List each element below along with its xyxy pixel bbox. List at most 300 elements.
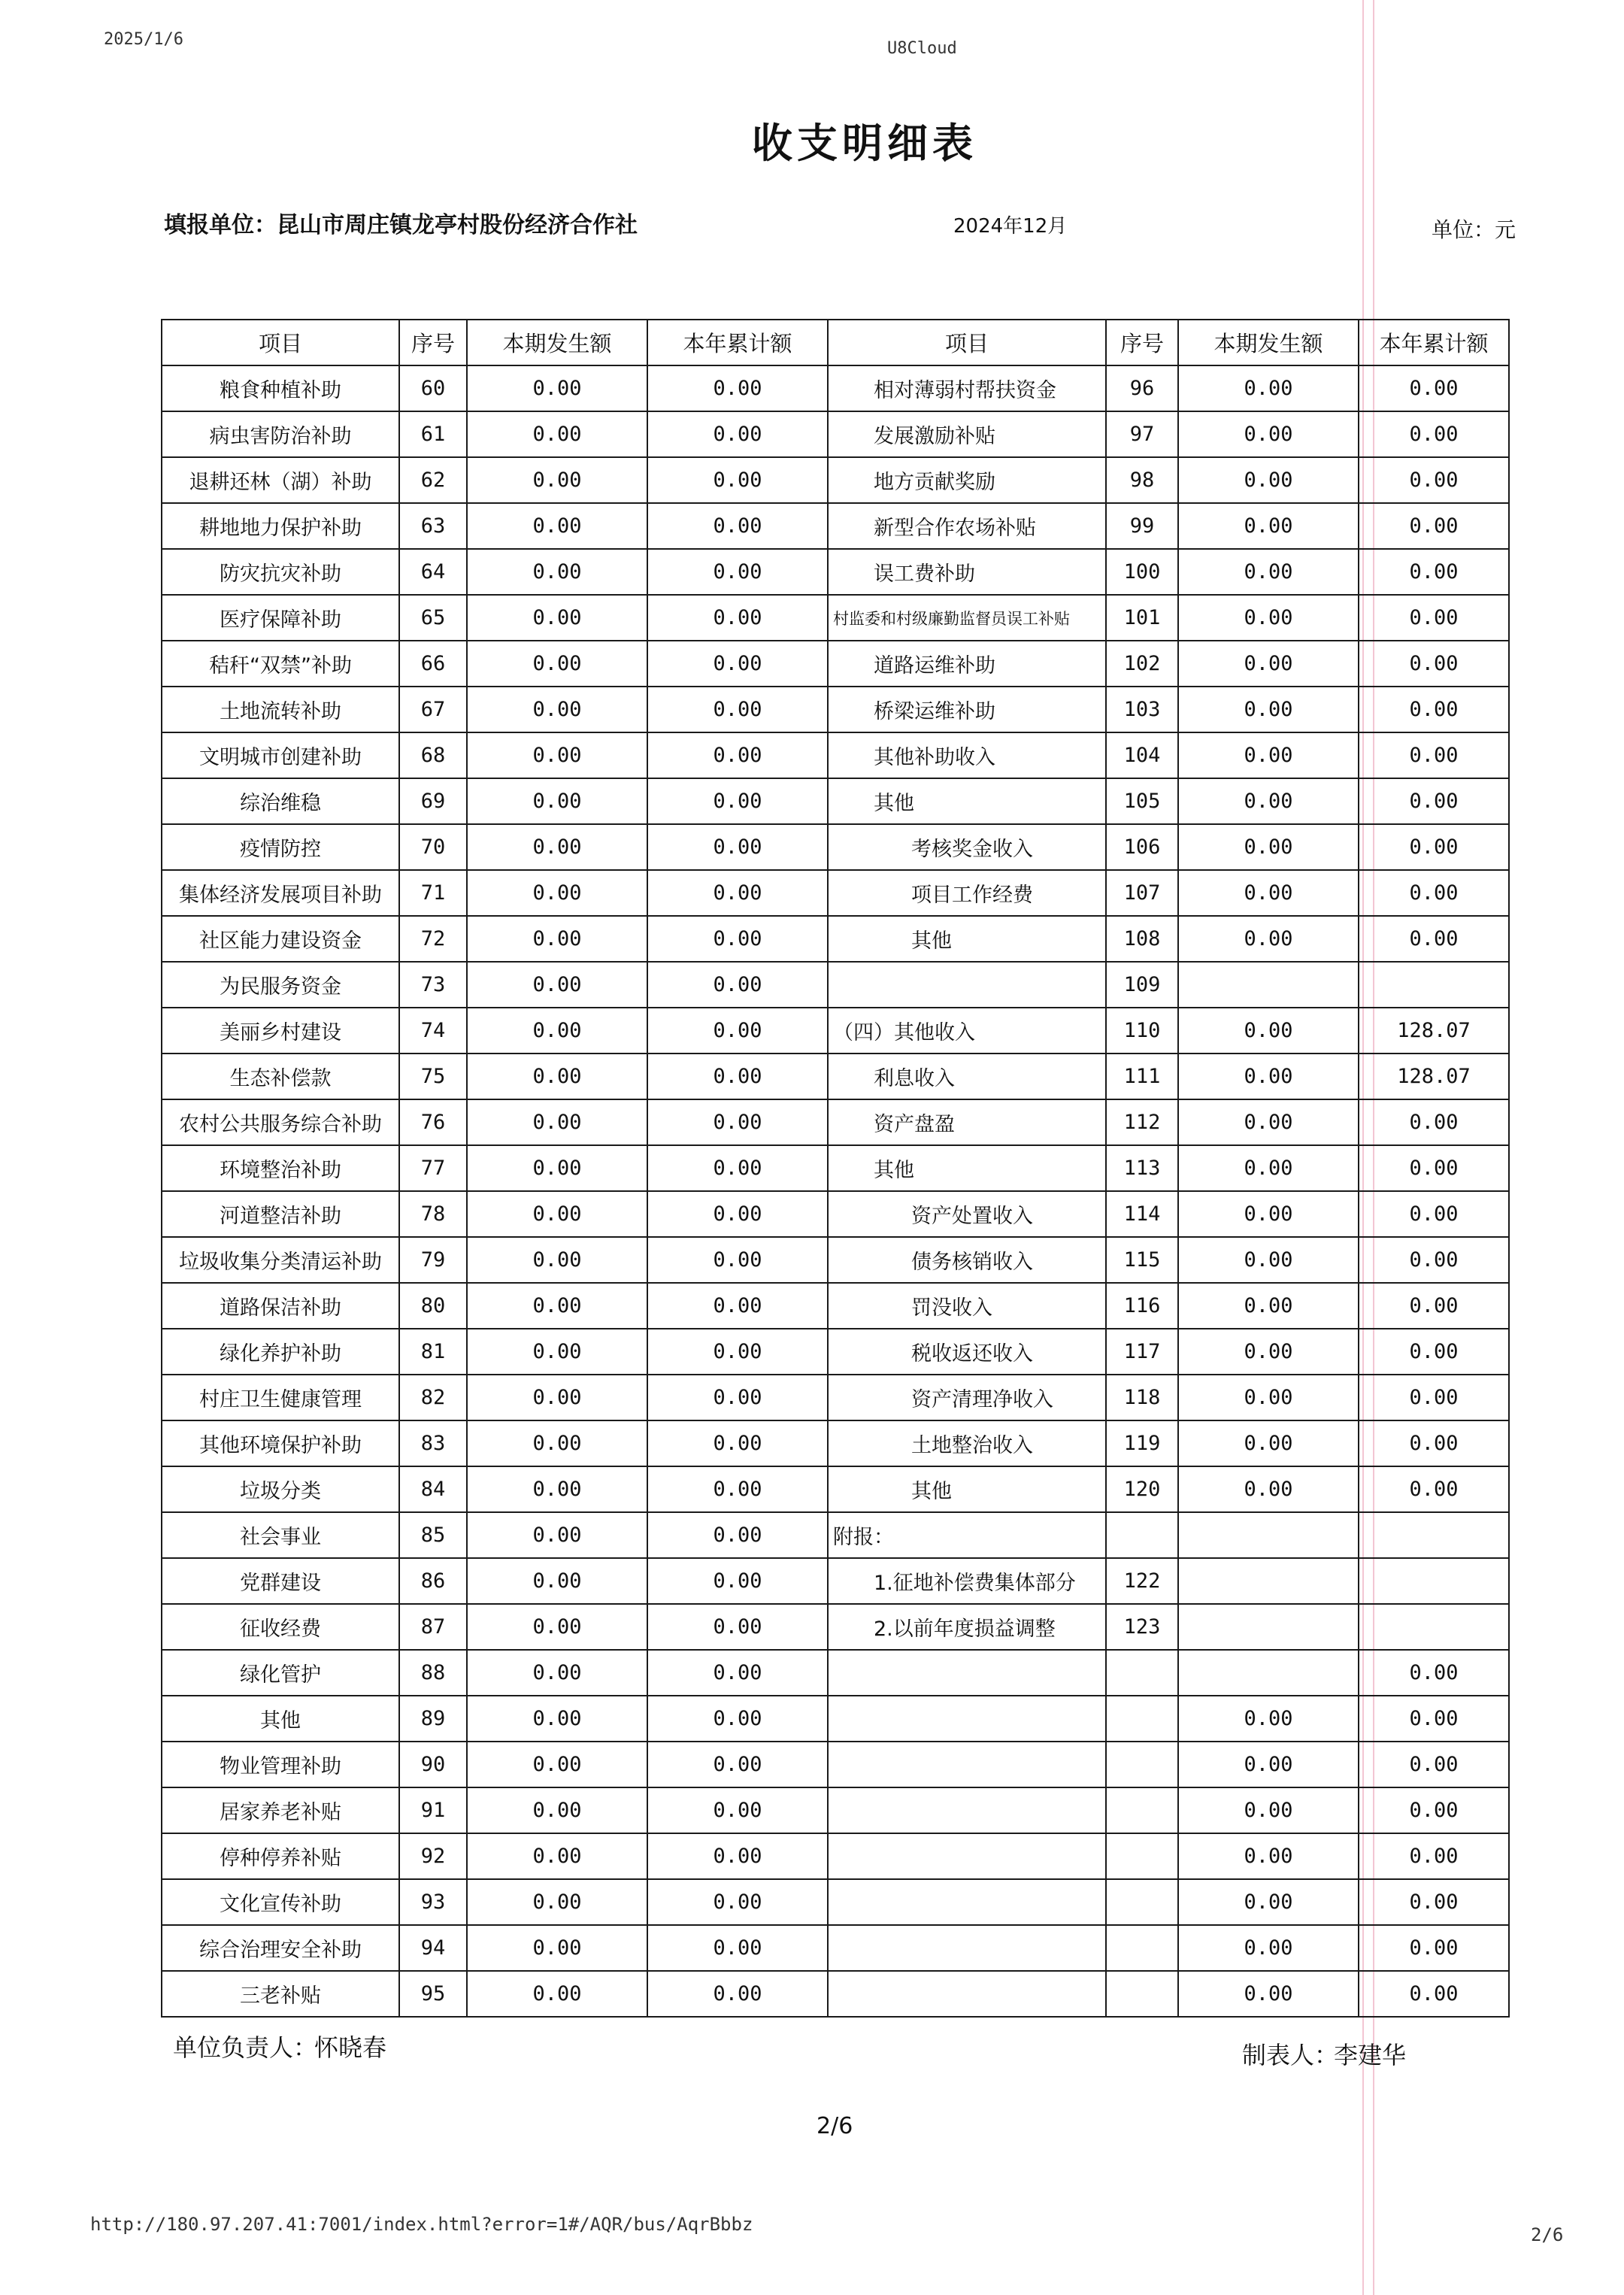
table-row xyxy=(162,1512,1509,1558)
left-current-amount: 0.00 xyxy=(467,1833,647,1879)
right-ytd-amount: 128.07 xyxy=(1359,1054,1509,1099)
left-item-cell: 综合治理安全补助 xyxy=(162,1925,399,1971)
right-current-amount: 0.00 xyxy=(1178,1329,1359,1375)
left-item-cell: 三老补贴 xyxy=(162,1971,399,2017)
table-row xyxy=(162,824,1509,870)
right-current-amount: 0.00 xyxy=(1178,1971,1359,2017)
table-row xyxy=(162,503,1509,549)
right-item-cell: 税收返还收入 xyxy=(828,1329,1106,1375)
left-item-cell: 绿化养护补助 xyxy=(162,1329,399,1375)
left-current-amount: 0.00 xyxy=(467,1558,647,1604)
table-row xyxy=(162,1466,1509,1512)
right-item-cell: 发展激励补贴 xyxy=(828,411,1106,457)
left-current-amount: 0.00 xyxy=(467,1375,647,1420)
left-item-cell: 防灾抗灾补助 xyxy=(162,549,399,595)
right-current-amount: 0.00 xyxy=(1178,1145,1359,1191)
right-item-cell: 误工费补助 xyxy=(828,549,1106,595)
left-number-cell: 64 xyxy=(399,549,467,595)
left-ytd-amount: 0.00 xyxy=(647,1742,828,1787)
left-item-cell: 医疗保障补助 xyxy=(162,595,399,641)
left-number-cell: 91 xyxy=(399,1787,467,1833)
right-item-cell xyxy=(828,1696,1106,1742)
col-header-item: 项目 xyxy=(162,320,399,365)
right-number-cell: 118 xyxy=(1106,1375,1178,1420)
right-number-cell xyxy=(1106,1696,1178,1742)
col-header-current: 本期发生额 xyxy=(467,320,647,365)
left-item-cell: 疫情防控 xyxy=(162,824,399,870)
table-row xyxy=(162,1833,1509,1879)
left-current-amount: 0.00 xyxy=(467,1008,647,1054)
left-ytd-amount: 0.00 xyxy=(647,1237,828,1283)
right-ytd-amount xyxy=(1359,1558,1509,1604)
right-item-cell xyxy=(828,1650,1106,1696)
left-item-cell: 垃圾分类 xyxy=(162,1466,399,1512)
table-row xyxy=(162,1925,1509,1971)
left-ytd-amount: 0.00 xyxy=(647,1420,828,1466)
left-current-amount: 0.00 xyxy=(467,365,647,411)
left-number-cell: 70 xyxy=(399,824,467,870)
left-item-cell: 耕地地力保护补助 xyxy=(162,503,399,549)
left-current-amount: 0.00 xyxy=(467,1191,647,1237)
left-item-cell: 河道整洁补助 xyxy=(162,1191,399,1237)
table-row xyxy=(162,1237,1509,1283)
right-ytd-amount: 0.00 xyxy=(1359,549,1509,595)
left-ytd-amount: 0.00 xyxy=(647,457,828,503)
left-number-cell: 73 xyxy=(399,962,467,1008)
col-header-no: 序号 xyxy=(1106,320,1178,365)
right-ytd-amount: 0.00 xyxy=(1359,1787,1509,1833)
right-current-amount: 0.00 xyxy=(1178,549,1359,595)
left-number-cell: 60 xyxy=(399,365,467,411)
left-item-cell: 为民服务资金 xyxy=(162,962,399,1008)
right-item-cell: 土地整治收入 xyxy=(828,1420,1106,1466)
left-number-cell: 77 xyxy=(399,1145,467,1191)
preparer-label: 制表人： xyxy=(1242,2041,1339,2069)
right-current-amount: 0.00 xyxy=(1178,1099,1359,1145)
right-ytd-amount: 0.00 xyxy=(1359,778,1509,824)
left-number-cell: 76 xyxy=(399,1099,467,1145)
left-ytd-amount: 0.00 xyxy=(647,365,828,411)
left-number-cell: 63 xyxy=(399,503,467,549)
left-current-amount: 0.00 xyxy=(467,916,647,962)
left-ytd-amount: 0.00 xyxy=(647,778,828,824)
table-row xyxy=(162,1375,1509,1420)
col-header-current: 本期发生额 xyxy=(1178,320,1359,365)
left-ytd-amount: 0.00 xyxy=(647,824,828,870)
right-item-cell: 其他 xyxy=(828,778,1106,824)
right-ytd-amount: 0.00 xyxy=(1359,411,1509,457)
left-ytd-amount: 0.00 xyxy=(647,595,828,641)
right-item-cell xyxy=(828,1833,1106,1879)
right-number-cell xyxy=(1106,1971,1178,2017)
left-current-amount: 0.00 xyxy=(467,1787,647,1833)
left-ytd-amount: 0.00 xyxy=(647,411,828,457)
left-ytd-amount: 0.00 xyxy=(647,1879,828,1925)
table-row xyxy=(162,1696,1509,1742)
preparer-name: 李建华 xyxy=(1334,2041,1407,2069)
print-date: 2025/1/6 xyxy=(104,30,183,49)
left-current-amount: 0.00 xyxy=(467,1054,647,1099)
table-row xyxy=(162,411,1509,457)
right-number-cell: 103 xyxy=(1106,687,1178,732)
right-item-cell: 地方贡献奖励 xyxy=(828,457,1106,503)
right-item-cell: 罚没收入 xyxy=(828,1283,1106,1329)
leader-name: 怀晓春 xyxy=(314,2033,387,2062)
currency-unit: 单位：元 xyxy=(1432,217,1516,242)
left-number-cell: 87 xyxy=(399,1604,467,1650)
left-item-cell: 停种停养补贴 xyxy=(162,1833,399,1879)
right-item-cell xyxy=(828,1787,1106,1833)
left-number-cell: 74 xyxy=(399,1008,467,1054)
right-current-amount: 0.00 xyxy=(1178,595,1359,641)
left-item-cell: 土地流转补助 xyxy=(162,687,399,732)
left-ytd-amount: 0.00 xyxy=(647,549,828,595)
right-number-cell xyxy=(1106,1833,1178,1879)
right-ytd-amount: 0.00 xyxy=(1359,1696,1509,1742)
left-ytd-amount: 0.00 xyxy=(647,1466,828,1512)
left-ytd-amount: 0.00 xyxy=(647,916,828,962)
left-current-amount: 0.00 xyxy=(467,870,647,916)
left-ytd-amount: 0.00 xyxy=(647,1375,828,1420)
right-ytd-amount: 0.00 xyxy=(1359,1375,1509,1420)
left-item-cell: 党群建设 xyxy=(162,1558,399,1604)
right-item-cell: 2.以前年度损益调整 xyxy=(828,1604,1106,1650)
table-row xyxy=(162,687,1509,732)
left-item-cell: 生态补偿款 xyxy=(162,1054,399,1099)
right-item-cell: 项目工作经费 xyxy=(828,870,1106,916)
right-current-amount: 0.00 xyxy=(1178,1879,1359,1925)
left-number-cell: 85 xyxy=(399,1512,467,1558)
right-ytd-amount: 0.00 xyxy=(1359,824,1509,870)
col-header-no: 序号 xyxy=(399,320,467,365)
left-number-cell: 89 xyxy=(399,1696,467,1742)
left-current-amount: 0.00 xyxy=(467,1971,647,2017)
left-item-cell: 村庄卫生健康管理 xyxy=(162,1375,399,1420)
right-item-cell xyxy=(828,1925,1106,1971)
left-current-amount: 0.00 xyxy=(467,1512,647,1558)
right-ytd-amount: 0.00 xyxy=(1359,595,1509,641)
left-item-cell: 道路保洁补助 xyxy=(162,1283,399,1329)
right-current-amount: 0.00 xyxy=(1178,778,1359,824)
left-item-cell: 粮食种植补助 xyxy=(162,365,399,411)
right-ytd-amount: 0.00 xyxy=(1359,1145,1509,1191)
right-current-amount: 0.00 xyxy=(1178,1008,1359,1054)
right-item-cell xyxy=(828,1971,1106,2017)
table-row xyxy=(162,595,1509,641)
left-ytd-amount: 0.00 xyxy=(647,1008,828,1054)
right-ytd-amount: 0.00 xyxy=(1359,457,1509,503)
right-number-cell: 115 xyxy=(1106,1237,1178,1283)
right-current-amount: 0.00 xyxy=(1178,1833,1359,1879)
left-ytd-amount: 0.00 xyxy=(647,687,828,732)
left-number-cell: 79 xyxy=(399,1237,467,1283)
right-ytd-amount xyxy=(1359,1512,1509,1558)
right-current-amount: 0.00 xyxy=(1178,1283,1359,1329)
left-current-amount: 0.00 xyxy=(467,1329,647,1375)
left-current-amount: 0.00 xyxy=(467,1466,647,1512)
right-item-cell xyxy=(828,962,1106,1008)
table-row xyxy=(162,549,1509,595)
table-row xyxy=(162,1283,1509,1329)
right-ytd-amount: 0.00 xyxy=(1359,1099,1509,1145)
right-current-amount: 0.00 xyxy=(1178,1375,1359,1420)
right-ytd-amount: 0.00 xyxy=(1359,1191,1509,1237)
right-current-amount: 0.00 xyxy=(1178,1237,1359,1283)
right-current-amount: 0.00 xyxy=(1178,824,1359,870)
left-current-amount: 0.00 xyxy=(467,962,647,1008)
right-current-amount: 0.00 xyxy=(1178,1742,1359,1787)
left-current-amount: 0.00 xyxy=(467,1650,647,1696)
left-current-amount: 0.00 xyxy=(467,1237,647,1283)
left-number-cell: 80 xyxy=(399,1283,467,1329)
left-number-cell: 75 xyxy=(399,1054,467,1099)
left-current-amount: 0.00 xyxy=(467,778,647,824)
app-name: U8Cloud xyxy=(887,39,957,58)
left-item-cell: 其他环境保护补助 xyxy=(162,1420,399,1466)
right-current-amount: 0.00 xyxy=(1178,1191,1359,1237)
right-current-amount: 0.00 xyxy=(1178,641,1359,687)
left-item-cell: 其他 xyxy=(162,1696,399,1742)
left-number-cell: 69 xyxy=(399,778,467,824)
left-ytd-amount: 0.00 xyxy=(647,1650,828,1696)
table-row xyxy=(162,1742,1509,1787)
right-ytd-amount: 0.00 xyxy=(1359,365,1509,411)
left-current-amount: 0.00 xyxy=(467,549,647,595)
right-ytd-amount: 0.00 xyxy=(1359,1650,1509,1696)
table-row xyxy=(162,1008,1509,1054)
right-item-cell: 新型合作农场补贴 xyxy=(828,503,1106,549)
col-header-ytd: 本年累计额 xyxy=(647,320,828,365)
right-ytd-amount: 0.00 xyxy=(1359,916,1509,962)
left-number-cell: 86 xyxy=(399,1558,467,1604)
right-number-cell: 98 xyxy=(1106,457,1178,503)
right-current-amount xyxy=(1178,1604,1359,1650)
left-ytd-amount: 0.00 xyxy=(647,962,828,1008)
right-number-cell: 102 xyxy=(1106,641,1178,687)
right-current-amount: 0.00 xyxy=(1178,732,1359,778)
right-number-cell xyxy=(1106,1742,1178,1787)
right-number-cell xyxy=(1106,1879,1178,1925)
right-ytd-amount xyxy=(1359,1604,1509,1650)
left-item-cell: 垃圾收集分类清运补助 xyxy=(162,1237,399,1283)
right-ytd-amount: 0.00 xyxy=(1359,641,1509,687)
left-number-cell: 68 xyxy=(399,732,467,778)
left-ytd-amount: 0.00 xyxy=(647,1696,828,1742)
right-number-cell xyxy=(1106,1512,1178,1558)
table-row xyxy=(162,1420,1509,1466)
right-current-amount: 0.00 xyxy=(1178,1054,1359,1099)
left-number-cell: 83 xyxy=(399,1420,467,1466)
left-current-amount: 0.00 xyxy=(467,1145,647,1191)
left-number-cell: 81 xyxy=(399,1329,467,1375)
left-ytd-amount: 0.00 xyxy=(647,1971,828,2017)
report-title: 收支明细表 xyxy=(752,120,977,167)
table-row xyxy=(162,1558,1509,1604)
left-ytd-amount: 0.00 xyxy=(647,503,828,549)
right-ytd-amount: 0.00 xyxy=(1359,1925,1509,1971)
left-current-amount: 0.00 xyxy=(467,1604,647,1650)
table-row xyxy=(162,1329,1509,1375)
left-ytd-amount: 0.00 xyxy=(647,870,828,916)
left-current-amount: 0.00 xyxy=(467,1283,647,1329)
left-current-amount: 0.00 xyxy=(467,732,647,778)
right-item-cell: 其他补助收入 xyxy=(828,732,1106,778)
right-item-cell: 1.征地补偿费集体部分 xyxy=(828,1558,1106,1604)
left-number-cell: 92 xyxy=(399,1833,467,1879)
left-number-cell: 84 xyxy=(399,1466,467,1512)
left-number-cell: 78 xyxy=(399,1191,467,1237)
right-ytd-amount: 0.00 xyxy=(1359,1283,1509,1329)
right-ytd-amount xyxy=(1359,962,1509,1008)
left-number-cell: 82 xyxy=(399,1375,467,1420)
col-header-item: 项目 xyxy=(828,320,1106,365)
left-ytd-amount: 0.00 xyxy=(647,1099,828,1145)
right-ytd-amount: 0.00 xyxy=(1359,870,1509,916)
right-number-cell: 123 xyxy=(1106,1604,1178,1650)
left-number-cell: 66 xyxy=(399,641,467,687)
left-ytd-amount: 0.00 xyxy=(647,732,828,778)
right-number-cell: 119 xyxy=(1106,1420,1178,1466)
right-ytd-amount: 128.07 xyxy=(1359,1008,1509,1054)
right-ytd-amount: 0.00 xyxy=(1359,1466,1509,1512)
page-number: 2/6 xyxy=(817,2113,853,2139)
right-number-cell: 113 xyxy=(1106,1145,1178,1191)
left-current-amount: 0.00 xyxy=(467,687,647,732)
right-item-cell xyxy=(828,1879,1106,1925)
left-number-cell: 67 xyxy=(399,687,467,732)
right-item-cell: 利息收入 xyxy=(828,1054,1106,1099)
table-row xyxy=(162,1787,1509,1833)
left-ytd-amount: 0.00 xyxy=(647,1787,828,1833)
left-item-cell: 集体经济发展项目补助 xyxy=(162,870,399,916)
right-current-amount xyxy=(1178,1512,1359,1558)
right-current-amount: 0.00 xyxy=(1178,916,1359,962)
left-current-amount: 0.00 xyxy=(467,411,647,457)
right-number-cell: 96 xyxy=(1106,365,1178,411)
right-current-amount xyxy=(1178,1558,1359,1604)
right-item-cell: （四）其他收入 xyxy=(828,1008,1106,1054)
right-ytd-amount: 0.00 xyxy=(1359,1742,1509,1787)
left-number-cell: 72 xyxy=(399,916,467,962)
right-current-amount: 0.00 xyxy=(1178,503,1359,549)
left-item-cell: 病虫害防治补助 xyxy=(162,411,399,457)
right-number-cell: 109 xyxy=(1106,962,1178,1008)
left-current-amount: 0.00 xyxy=(467,1925,647,1971)
reporting-unit: 填报单位：昆山市周庄镇龙亭村股份经济合作社 xyxy=(164,212,638,238)
right-ytd-amount: 0.00 xyxy=(1359,1833,1509,1879)
left-ytd-amount: 0.00 xyxy=(647,1925,828,1971)
left-item-cell: 物业管理补助 xyxy=(162,1742,399,1787)
right-number-cell: 100 xyxy=(1106,549,1178,595)
left-item-cell: 社区能力建设资金 xyxy=(162,916,399,962)
left-number-cell: 62 xyxy=(399,457,467,503)
left-ytd-amount: 0.00 xyxy=(647,1145,828,1191)
right-item-cell: 道路运维补助 xyxy=(828,641,1106,687)
left-number-cell: 61 xyxy=(399,411,467,457)
left-number-cell: 95 xyxy=(399,1971,467,2017)
col-header-ytd: 本年累计额 xyxy=(1359,320,1509,365)
right-ytd-amount: 0.00 xyxy=(1359,687,1509,732)
left-ytd-amount: 0.00 xyxy=(647,1558,828,1604)
right-item-cell: 附报： xyxy=(828,1512,1106,1558)
right-ytd-amount: 0.00 xyxy=(1359,1237,1509,1283)
right-current-amount: 0.00 xyxy=(1178,1696,1359,1742)
right-item-cell: 债务核销收入 xyxy=(828,1237,1106,1283)
right-current-amount: 0.00 xyxy=(1178,1787,1359,1833)
table-row xyxy=(162,778,1509,824)
leader-label: 单位负责人： xyxy=(173,2033,318,2062)
right-ytd-amount: 0.00 xyxy=(1359,1879,1509,1925)
table-row xyxy=(162,870,1509,916)
left-item-cell: 农村公共服务综合补助 xyxy=(162,1099,399,1145)
right-number-cell: 97 xyxy=(1106,411,1178,457)
right-number-cell: 105 xyxy=(1106,778,1178,824)
left-ytd-amount: 0.00 xyxy=(647,1833,828,1879)
left-number-cell: 90 xyxy=(399,1742,467,1787)
table-row xyxy=(162,1191,1509,1237)
left-current-amount: 0.00 xyxy=(467,1099,647,1145)
right-number-cell: 108 xyxy=(1106,916,1178,962)
right-item-cell: 考核奖金收入 xyxy=(828,824,1106,870)
left-current-amount: 0.00 xyxy=(467,641,647,687)
table-row xyxy=(162,641,1509,687)
right-current-amount: 0.00 xyxy=(1178,1925,1359,1971)
right-number-cell: 99 xyxy=(1106,503,1178,549)
right-number-cell xyxy=(1106,1650,1178,1696)
right-item-cell: 相对薄弱村帮扶资金 xyxy=(828,365,1106,411)
left-current-amount: 0.00 xyxy=(467,457,647,503)
left-current-amount: 0.00 xyxy=(467,1420,647,1466)
right-item-cell: 其他 xyxy=(828,1466,1106,1512)
right-current-amount: 0.00 xyxy=(1178,1466,1359,1512)
right-number-cell: 106 xyxy=(1106,824,1178,870)
left-ytd-amount: 0.00 xyxy=(647,1604,828,1650)
right-current-amount xyxy=(1178,962,1359,1008)
left-ytd-amount: 0.00 xyxy=(647,1191,828,1237)
right-item-cell: 资产盘盈 xyxy=(828,1099,1106,1145)
right-number-cell: 110 xyxy=(1106,1008,1178,1054)
left-item-cell: 绿化管护 xyxy=(162,1650,399,1696)
right-number-cell xyxy=(1106,1925,1178,1971)
left-current-amount: 0.00 xyxy=(467,1742,647,1787)
left-number-cell: 93 xyxy=(399,1879,467,1925)
right-number-cell: 117 xyxy=(1106,1329,1178,1375)
left-item-cell: 居家养老补贴 xyxy=(162,1787,399,1833)
left-item-cell: 社会事业 xyxy=(162,1512,399,1558)
right-ytd-amount: 0.00 xyxy=(1359,1329,1509,1375)
right-current-amount: 0.00 xyxy=(1178,870,1359,916)
right-ytd-amount: 0.00 xyxy=(1359,1420,1509,1466)
left-ytd-amount: 0.00 xyxy=(647,1512,828,1558)
left-ytd-amount: 0.00 xyxy=(647,641,828,687)
left-current-amount: 0.00 xyxy=(467,595,647,641)
right-number-cell: 101 xyxy=(1106,595,1178,641)
left-number-cell: 94 xyxy=(399,1925,467,1971)
right-ytd-amount: 0.00 xyxy=(1359,732,1509,778)
right-item-cell: 资产处置收入 xyxy=(828,1191,1106,1237)
right-number-cell: 107 xyxy=(1106,870,1178,916)
right-ytd-amount: 0.00 xyxy=(1359,503,1509,549)
table-row xyxy=(162,1879,1509,1925)
right-number-cell: 104 xyxy=(1106,732,1178,778)
left-current-amount: 0.00 xyxy=(467,1696,647,1742)
left-item-cell: 文化宣传补助 xyxy=(162,1879,399,1925)
right-number-cell: 122 xyxy=(1106,1558,1178,1604)
right-item-cell: 桥梁运维补助 xyxy=(828,687,1106,732)
right-number-cell: 116 xyxy=(1106,1283,1178,1329)
right-ytd-amount: 0.00 xyxy=(1359,1971,1509,2017)
right-item-cell: 资产清理净收入 xyxy=(828,1375,1106,1420)
